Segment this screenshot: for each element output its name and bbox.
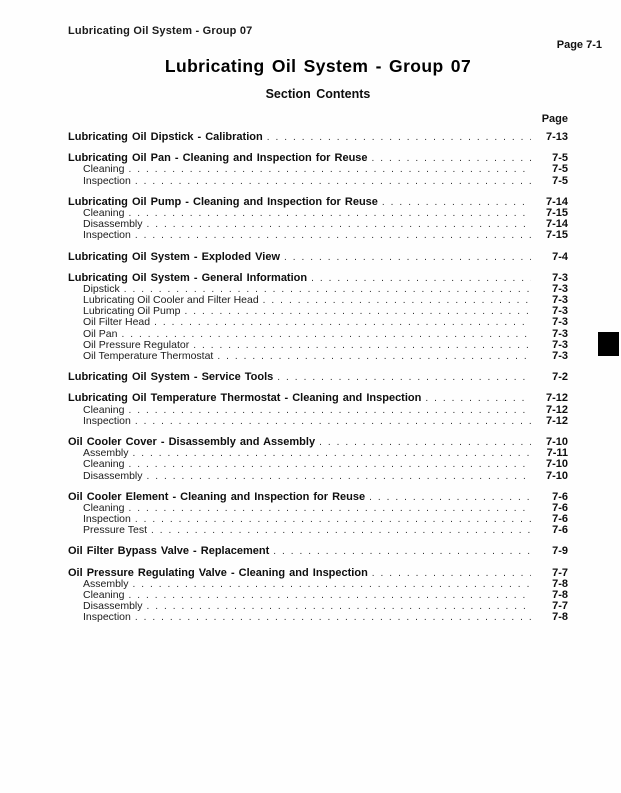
dot-leader — [369, 492, 531, 503]
toc-group — [68, 568, 568, 624]
toc-entry-title: Cleaning — [83, 458, 125, 471]
dot-leader — [372, 568, 531, 579]
toc-group — [68, 273, 568, 363]
dot-leader — [128, 208, 531, 219]
toc-subentry — [68, 459, 568, 470]
toc-entry-page: 7-6 — [552, 501, 568, 514]
toc-entry — [68, 252, 568, 263]
dot-leader — [319, 437, 531, 448]
toc-entry-title: Dipstick — [83, 282, 120, 295]
toc-entry-title: Disassembly — [83, 469, 143, 482]
toc-group — [68, 393, 568, 427]
toc-entry-page: 7-5 — [552, 174, 568, 187]
dot-leader — [284, 252, 531, 263]
toc-entry-page: 7-3 — [552, 271, 568, 284]
toc-entry-title: Oil Cooler Cover - Disassembly and Assembly — [68, 435, 316, 448]
toc-entry-title: Oil Filter Bypass Valve - Replacement — [68, 545, 270, 558]
toc-entry-title: Lubricating Oil Cooler and Filter Head — [83, 294, 259, 307]
dot-leader — [277, 372, 531, 383]
toc-group — [68, 546, 568, 557]
dot-leader — [135, 514, 531, 525]
toc-entry-page: 7-6 — [552, 490, 568, 503]
dot-leader — [128, 405, 531, 416]
toc-entry-page: 7-11 — [546, 447, 568, 460]
toc-entry-page: 7-7 — [552, 600, 568, 613]
dot-leader — [128, 164, 531, 175]
toc-entry-page: 7-5 — [552, 163, 568, 176]
dot-leader — [267, 132, 531, 143]
toc-entry-page: 7-14 — [545, 218, 568, 231]
toc-subentry — [68, 503, 568, 514]
dot-leader — [311, 273, 531, 284]
toc-entry-title: Oil Pan — [83, 327, 118, 340]
toc-entry — [68, 568, 568, 579]
toc-subentry — [68, 579, 568, 590]
toc-entry-title: Disassembly — [83, 218, 143, 231]
toc-entry-title: Inspection — [83, 229, 131, 242]
running-header: Lubricating Oil System - Group 07 — [68, 25, 253, 37]
page-number-label: Page 7-1 — [556, 39, 602, 51]
toc-entry-page: 7-6 — [552, 513, 568, 526]
section-contents-subtitle: Section Contents — [265, 87, 371, 101]
toc-entry-title: Oil Pressure Regulator — [83, 338, 190, 351]
toc-entry-title: Assembly — [83, 577, 129, 590]
dot-leader — [147, 601, 531, 612]
toc-entry-page: 7-10 — [545, 458, 568, 471]
dot-leader — [193, 340, 531, 351]
toc-entry-title: Lubricating Oil Pan - Cleaning and Inspection for Reuse — [68, 152, 368, 165]
toc-entry — [68, 437, 568, 448]
toc-entry-page: 7-3 — [552, 294, 568, 307]
dot-leader — [128, 503, 531, 514]
dot-leader — [135, 612, 531, 623]
toc-entry-title: Lubricating Oil Pump — [83, 305, 181, 318]
toc-entry-page: 7-2 — [552, 371, 568, 384]
toc-entry-title: Disassembly — [83, 600, 143, 613]
toc-entry-page: 7-8 — [552, 577, 568, 590]
dot-leader — [128, 590, 531, 601]
toc-entry — [68, 273, 568, 284]
thumb-index-tab — [598, 332, 619, 356]
toc-entry-page: 7-9 — [552, 545, 568, 558]
toc-entry — [68, 197, 568, 208]
toc-entry-page: 7-3 — [552, 305, 568, 318]
toc-entry-title: Oil Pressure Regulating Valve - Cleaning and Inspection — [68, 566, 368, 579]
toc-entry-page: 7-3 — [552, 350, 568, 362]
toc-entry-title: Lubricating Oil System - Service Tools — [68, 371, 274, 384]
toc-entry-title: Cleaning — [83, 501, 125, 514]
toc-entry-page: 7-12 — [545, 403, 568, 416]
toc-entry — [68, 153, 568, 164]
page-title: Lubricating Oil System - Group 07 — [164, 56, 472, 76]
dot-leader — [425, 393, 531, 404]
toc-entry-title: Cleaning — [83, 206, 125, 219]
toc-entry-title: Inspection — [83, 414, 131, 427]
toc-entry-page: 7-13 — [545, 131, 568, 143]
toc-group — [68, 197, 568, 242]
toc-entry-title: Lubricating Oil Temperature Thermostat - Cleaning and Inspection — [68, 392, 422, 405]
dot-leader — [151, 525, 531, 536]
dot-leader — [133, 579, 531, 590]
toc-group — [68, 372, 568, 383]
toc-subentry — [68, 351, 568, 362]
toc-subentry — [68, 416, 568, 427]
dot-leader — [147, 219, 531, 230]
toc-subentry — [68, 405, 568, 416]
dot-leader — [135, 416, 531, 427]
toc-subentry — [68, 208, 568, 219]
toc-list — [68, 132, 568, 634]
toc-entry-title: Inspection — [83, 611, 131, 624]
dot-leader — [133, 448, 531, 459]
toc-subentry — [68, 601, 568, 612]
toc-subentry — [68, 471, 568, 482]
toc-entry — [68, 393, 568, 404]
page-column-header: Page — [541, 113, 568, 125]
toc-subentry — [68, 176, 568, 187]
toc-entry-page: 7-15 — [545, 229, 568, 242]
toc-subentry — [68, 230, 568, 241]
toc-entry-page: 7-3 — [552, 338, 568, 351]
toc-group — [68, 132, 568, 143]
dot-leader — [154, 317, 531, 328]
toc-entry-title: Lubricating Oil Pump - Cleaning and Inspection for Reuse — [68, 195, 378, 208]
toc-subentry — [68, 317, 568, 328]
toc-entry-title: Inspection — [83, 174, 131, 187]
toc-entry-page: 7-7 — [552, 566, 568, 579]
toc-subentry — [68, 525, 568, 536]
toc-entry-page: 7-3 — [552, 316, 568, 329]
toc-entry-title: Cleaning — [83, 163, 125, 176]
dot-leader — [135, 230, 531, 241]
toc-entry-title: Oil Cooler Element - Cleaning and Inspection for Reuse — [68, 490, 366, 503]
toc-entry-title: Cleaning — [83, 403, 125, 416]
toc-group — [68, 252, 568, 263]
toc-entry-page: 7-5 — [552, 152, 568, 165]
dot-leader — [263, 295, 531, 306]
toc-entry-page: 7-8 — [552, 589, 568, 601]
toc-entry-title: Lubricating Oil Dipstick - Calibration — [68, 131, 263, 143]
toc-subentry — [68, 612, 568, 623]
dot-leader — [184, 306, 531, 317]
dot-leader — [135, 176, 531, 187]
toc-entry — [68, 546, 568, 557]
toc-entry-page: 7-12 — [545, 414, 568, 427]
toc-group — [68, 492, 568, 537]
toc-entry-page: 7-12 — [545, 392, 568, 405]
dot-leader — [273, 546, 531, 557]
toc-entry-title: Cleaning — [83, 589, 125, 601]
toc-entry-page: 7-14 — [545, 195, 568, 208]
toc-entry-title: Inspection — [83, 513, 131, 526]
toc-subentry — [68, 448, 568, 459]
toc-entry — [68, 492, 568, 503]
toc-entry-title: Oil Filter Head — [83, 316, 151, 329]
toc-entry — [68, 372, 568, 383]
toc-entry-title: Oil Temperature Thermostat — [83, 350, 214, 362]
toc-entry-title: Lubricating Oil System - Exploded View — [68, 250, 281, 263]
toc-entry-page: 7-3 — [552, 282, 568, 295]
toc-entry-page: 7-10 — [545, 469, 568, 482]
toc-subentry — [68, 590, 568, 601]
toc-entry-title: Pressure Test — [83, 524, 147, 537]
toc-entry — [68, 132, 568, 143]
dot-leader — [372, 153, 531, 164]
toc-group — [68, 153, 568, 187]
dot-leader — [382, 197, 531, 208]
dot-leader — [128, 459, 531, 470]
toc-entry-page: 7-15 — [545, 206, 568, 219]
toc-entry-page: 7-3 — [552, 327, 568, 340]
toc-entry-title: Assembly — [83, 447, 129, 460]
toc-group — [68, 437, 568, 482]
toc-entry-title: Lubricating Oil System - General Information — [68, 271, 308, 284]
toc-entry-page: 7-8 — [552, 611, 568, 624]
toc-entry-page: 7-6 — [552, 524, 568, 537]
toc-entry-page: 7-4 — [552, 250, 568, 263]
dot-leader — [217, 351, 531, 362]
toc-entry-page: 7-10 — [545, 435, 568, 448]
dot-leader — [147, 471, 531, 482]
toc-subentry — [68, 164, 568, 175]
toc-subentry — [68, 219, 568, 230]
